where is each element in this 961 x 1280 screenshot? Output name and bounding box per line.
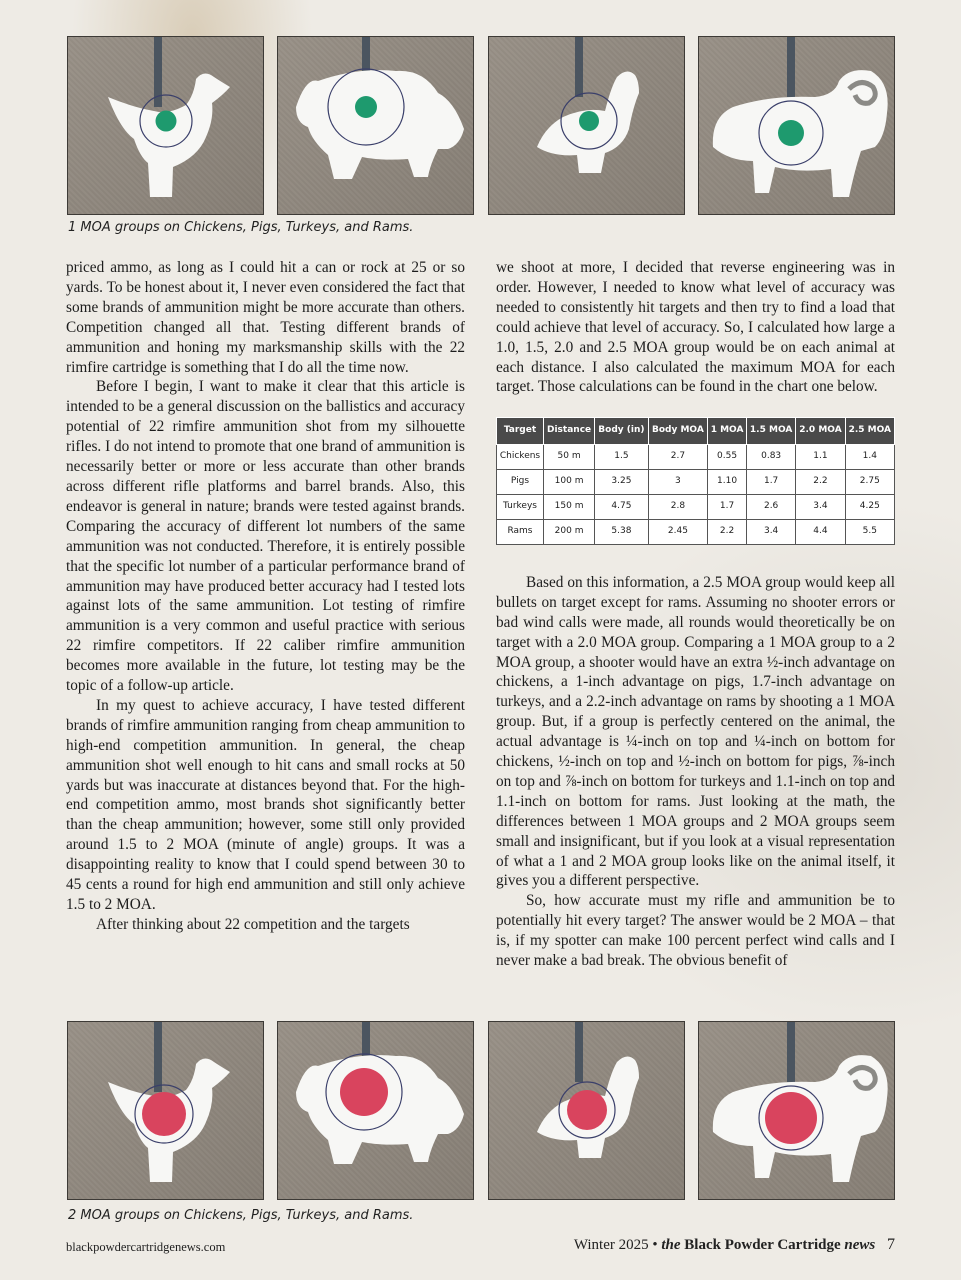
table-cell: 2.75 <box>845 470 894 495</box>
chicken-target-image <box>68 37 263 214</box>
table-cell: Rams <box>497 519 544 544</box>
table-cell: 3.4 <box>796 495 845 520</box>
table-cell: 1.10 <box>708 470 747 495</box>
ram-target-image <box>699 37 894 214</box>
bottom-photo-row <box>67 1021 894 1200</box>
table-cell: 3 <box>648 470 708 495</box>
top-photo-row <box>67 36 894 215</box>
paragraph: In my quest to achieve accuracy, I have tested different brands of rimfire ammunition ranging from cheap ammunition to high-end competition ammunition. In general, the cheap ammunition shot well enough to hit cans and small rocks at 50 yards but was inaccurate at distances beyond that. For the high-end competition ammo, most brands shot significantly better than the cheap ammunition; however, some still only provided around 1.5 to 2 MOA (minute of angle) groups. It was a disappointing reality to know that I could spend between 30 to 45 cents a round for high end ammunition and still only achieve 1.5 to 2 MOA. <box>66 696 465 913</box>
bottom-group-dot <box>142 1092 186 1136</box>
turkey-target-photo-1moa <box>488 36 685 215</box>
table-header-cell: 1.5 MOA <box>746 418 795 445</box>
table-cell: 4.75 <box>595 495 648 520</box>
ram-target-photo-2moa <box>698 1021 895 1200</box>
table-cell: 2.2 <box>708 519 747 544</box>
table-cell: 1.1 <box>796 445 845 470</box>
table-cell: 150 m <box>543 495 594 520</box>
turkey-target-image <box>489 37 684 214</box>
table-cell: Chickens <box>497 445 544 470</box>
footer-news: news <box>844 1237 876 1253</box>
table-cell: 2.7 <box>648 445 708 470</box>
table-header-cell: Body (in) <box>595 418 648 445</box>
ram-target-photo-1moa <box>698 36 895 215</box>
table-cell: 3.25 <box>595 470 648 495</box>
table-row <box>497 519 895 544</box>
ram-target-image <box>699 1022 894 1199</box>
table-cell: Pigs <box>497 470 544 495</box>
table-header-cell: Distance <box>543 418 594 445</box>
table-cell: 5.38 <box>595 519 648 544</box>
table-cell: 4.25 <box>845 495 894 520</box>
chicken-target-image <box>68 1022 263 1199</box>
pig-target-image <box>278 37 473 214</box>
table-cell: 5.5 <box>845 519 894 544</box>
bottom-photo-caption: 2 MOA groups on Chickens, Pigs, Turkeys, and Rams. <box>68 1208 414 1223</box>
table-cell: 200 m <box>543 519 594 544</box>
paragraph: After thinking about 22 competition and the targets <box>96 915 410 933</box>
turkey-target-image <box>489 1022 684 1199</box>
right-text-column <box>496 258 895 971</box>
paragraph: priced ammo, as long as I could hit a can or rock at 25 or so yards. To be honest about it, I never even considered the fact that some brands of ammunition might be more accurate than others. Competition changed all that. Testing different brands of ammunition and honing my marksmanship skills with the 22 rimfire cartridge is something that I do all the time now. <box>66 259 465 376</box>
table-cell: Turkeys <box>497 495 544 520</box>
paragraph: So, how accurate must my rifle and ammunition be to potentially hit every target? The answer would be 2 MOA – that is, if my spotter can make 100 percent perfect wind calls and I never make a bad break. The obvious benefit of <box>496 892 895 970</box>
turkey-target-photo-2moa <box>488 1021 685 1200</box>
table-row <box>497 445 895 470</box>
top-group-dot <box>156 111 177 132</box>
moa-chart-table <box>496 417 895 545</box>
table-cell: 2.6 <box>746 495 795 520</box>
table-cell: 2.2 <box>796 470 845 495</box>
footer-the: the <box>661 1237 681 1253</box>
pig-target-image <box>278 1022 473 1199</box>
footer-issue-line <box>574 1236 895 1254</box>
pig-target-photo-2moa <box>277 1021 474 1200</box>
chicken-target-photo-1moa <box>67 36 264 215</box>
table-cell: 3.4 <box>746 519 795 544</box>
table-cell: 2.45 <box>648 519 708 544</box>
table-row <box>497 470 895 495</box>
table-header-cell: 2.0 MOA <box>796 418 845 445</box>
table-cell: 0.55 <box>708 445 747 470</box>
table-header-row <box>497 418 895 445</box>
table-header-cell: Target <box>497 418 544 445</box>
table-header-cell: Body MOA <box>648 418 708 445</box>
table-cell: 2.8 <box>648 495 708 520</box>
page-number: 7 <box>887 1236 895 1253</box>
left-text-column <box>66 258 465 935</box>
footer-magazine-title: Black Powder Cartridge <box>684 1237 841 1253</box>
paragraph: Before I begin, I want to make it clear that this article is intended to be a general discussion on the ballistics and accuracy potential of 22 rimfire ammunition shot from my silhouette rifles. I do not intend to promote that one brand of ammunition is necessarily better or more or less accurate than other brands across different rifle platforms and barrel brands. Also, this endeavor is general in nature; brands were tested against brands. Comparing the accuracy of different lot numbers of the same ammunition was not conducted. Therefore, it is entirely possible that the specific lot number of a particular performance brand of ammunition may have produced better accuracy had I tested lots against lots of the same ammunition. Lot testing of rimfire ammunition is a very common and useful practice with serious 22 rimfire competitors. If 22 caliber rimfire ammunition becomes more available in the future, lot testing may be the topic of a follow-up article. <box>66 378 465 695</box>
chicken-target-photo-2moa <box>67 1021 264 1200</box>
pig-target-photo-1moa <box>277 36 474 215</box>
table-cell: 1.7 <box>708 495 747 520</box>
table-cell: 0.83 <box>746 445 795 470</box>
table-header-cell: 1 MOA <box>708 418 747 445</box>
footer-issue: Winter 2025 • <box>573 1237 658 1253</box>
paragraph: Based on this information, a 2.5 MOA group would keep all bullets on target except for rams. Assuming no shooter errors or bad wind calls were made, all rounds would theoretically be on target with a 2.0 MOA group. Comparing a 1 MOA group to a 2 MOA group, a shooter would have an extra ½-inch advantage on chickens, a 1-inch advantage on pigs, 1.7-inch advantage on turkeys, and a 2.2-inch advantage on rams by shooting a 1 MOA group. But, if a group is perfectly centered on the animal, the actual advantage is ¼-inch on top and ¼-inch on bottom for chickens, ½-inch on top and ½-inch on bottom for pigs, ⅞-inch on top and ⅞-inch on bottom for turkeys and 1.1-inch on top and 1.1-inch on bottom for rams. Just looking at the math, the differences between 1 MOA groups and 2 MOA groups seem small and insignificant, but if you look at a visual representation of what a 1 and 2 MOA group looks like on the animal itself, it gives you a different perspective. <box>496 573 895 890</box>
table-cell: 1.5 <box>595 445 648 470</box>
table-row <box>497 495 895 520</box>
table-cell: 4.4 <box>796 519 845 544</box>
table-cell: 50 m <box>543 445 594 470</box>
table-header-cell: 2.5 MOA <box>845 418 894 445</box>
table-cell: 100 m <box>543 470 594 495</box>
table-cell: 1.7 <box>746 470 795 495</box>
paragraph: we shoot at more, I decided that reverse engineering was in order. However, I needed to know what level of accuracy was needed to consistently hit targets and then try to find a load that could achieve that level of accuracy. So, I calculated how large a 1.0, 1.5, 2.0 and 2.5 MOA group would be on each animal at each distance. I also calculated the maximum MOA for each target. Those calculations can be found in the chart one below. <box>496 259 895 396</box>
footer-website: blackpowdercartridgenews.com <box>66 1240 226 1254</box>
top-photo-caption: 1 MOA groups on Chickens, Pigs, Turkeys, and Rams. <box>68 220 414 235</box>
table-cell: 1.4 <box>845 445 894 470</box>
